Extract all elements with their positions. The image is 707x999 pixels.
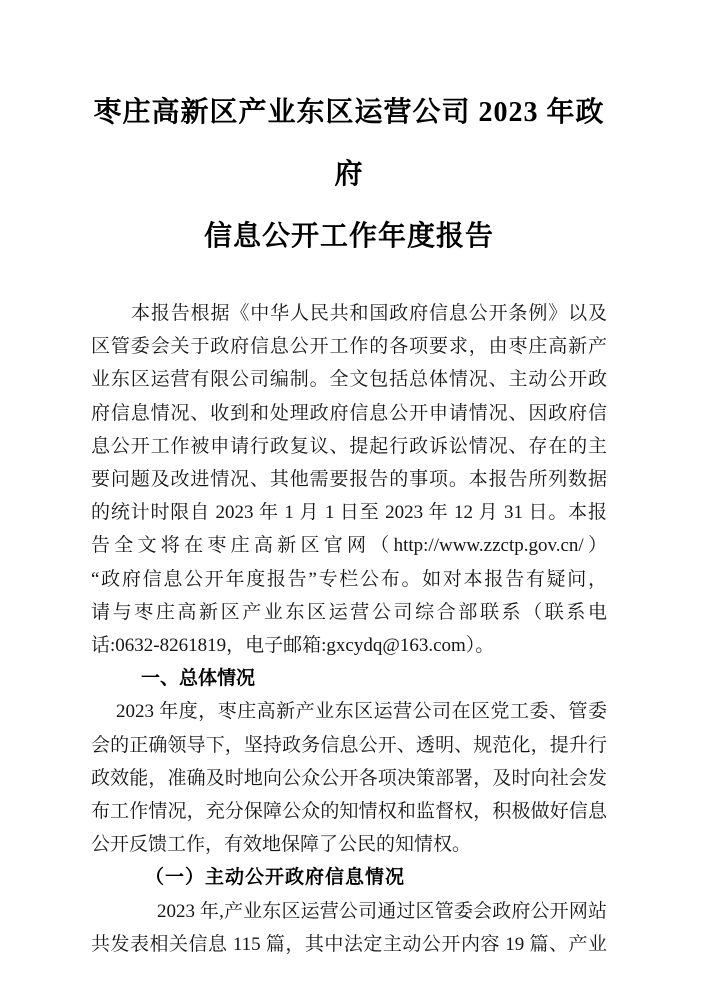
paragraph-line: 本报告根据《中华人民共和国政府信息公开条例》以及	[131, 303, 607, 324]
paragraph-line: 公开反馈工作，有效地保障了公民的知情权。	[91, 834, 472, 856]
paragraph-line: 业东区运营有限公司编制。全文包括总体情况、主动公开政	[91, 369, 607, 391]
paragraph-line-with-contact: 话:0632-8261819，电子邮箱:gxcydq@163.com）。	[91, 635, 495, 657]
subsection-heading-proactive-disclosure: （一）主动公开政府信息情况	[145, 867, 406, 889]
paragraph-line: 区管委会关于政府信息公开工作的各项要求，由枣庄高新产	[91, 336, 607, 358]
document-title-line-2: 信息公开工作年度报告	[203, 221, 494, 252]
paragraph-line: 共发表相关信息 115 篇，其中法定主动公开内容 19 篇、产业	[91, 933, 607, 955]
paragraph-line: 要问题及改进情况、其他需要报告的事项。本报告所列数据	[91, 469, 607, 491]
paragraph-line: 布工作情况，充分保障公众的知情权和监督权，积极做好信息	[91, 801, 607, 823]
intro-paragraph	[91, 297, 607, 662]
paragraph-line: 府信息情况、收到和处理政府信息公开申请情况、因政府信	[91, 402, 607, 424]
paragraph-line: 息公开工作被申请行政复议、提起行政诉讼情况、存在的主	[91, 435, 607, 457]
paragraph-line: 2023 年,产业东区运营公司通过区管委会政府公开网站	[157, 900, 607, 922]
paragraph-line: 2023 年度，枣庄高新产业东区运营公司在区党工委、管委	[116, 701, 607, 723]
paragraph-line: 的统计时限自 2023 年 1 月 1 日至 2023 年 12 月 31 日。本报	[91, 502, 607, 524]
overview-paragraph	[91, 695, 607, 861]
paragraph-line: 政效能，准确及时地向公众公开各项决策部署，及时向社会发	[91, 767, 607, 789]
section-heading-overall-situation: 一、总体情况	[141, 668, 256, 690]
document-body	[91, 297, 607, 961]
document-title	[91, 82, 607, 268]
paragraph-line: 请与枣庄高新区产业东区运营公司综合部联系（联系电	[91, 601, 607, 623]
document-title-line-1: 枣庄高新区产业东区运营公司 2023 年政府	[93, 97, 605, 190]
paragraph-line: 会的正确领导下，坚持政务信息公开、透明、规范化，提升行	[91, 734, 607, 756]
paragraph-line: “政府信息公开年度报告”专栏公布。如对本报告有疑问，	[91, 568, 607, 590]
paragraph-line-with-url: 告全文将在枣庄高新区官网（http://www.zzctp.gov.cn/）	[91, 535, 607, 557]
proactive-disclosure-paragraph	[91, 895, 607, 961]
